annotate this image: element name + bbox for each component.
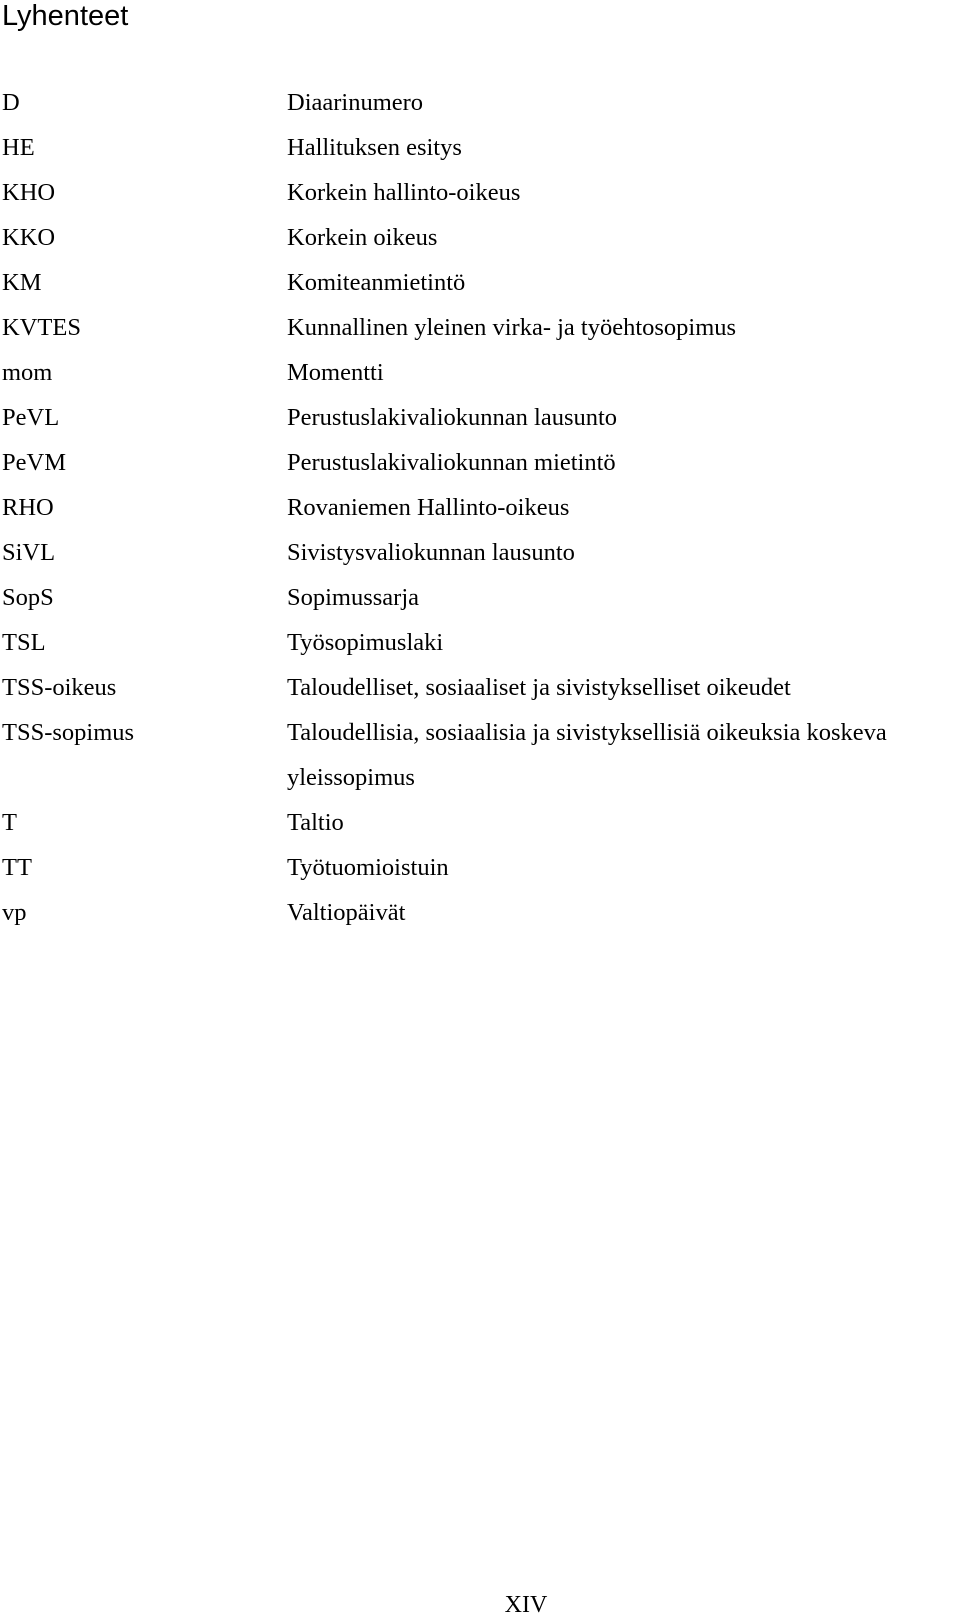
abbreviation-row bbox=[0, 80, 960, 125]
abbreviation: T bbox=[2, 809, 17, 836]
abbreviation: SiVL bbox=[2, 539, 56, 566]
abbreviation-meaning: Valtiopäivät bbox=[287, 899, 406, 926]
abbreviation-row bbox=[0, 800, 960, 845]
page-heading: Lyhenteet bbox=[2, 0, 129, 32]
page-number: XIV bbox=[504, 1592, 548, 1618]
abbreviation-row bbox=[0, 845, 960, 890]
abbreviation-meaning: Perustuslakivaliokunnan lausunto bbox=[287, 404, 618, 431]
abbreviation: PeVM bbox=[2, 449, 66, 476]
abbreviation-row bbox=[0, 125, 960, 170]
abbreviation-meaning: Momentti bbox=[287, 359, 384, 386]
abbreviation-meaning: Korkein oikeus bbox=[287, 224, 438, 251]
abbreviation-meaning: Sopimussarja bbox=[287, 584, 420, 611]
abbreviation-list bbox=[0, 80, 960, 935]
abbreviation: TSS-oikeus bbox=[2, 674, 117, 701]
abbreviation-meaning: Kunnallinen yleinen virka- ja työehtosopimus bbox=[287, 314, 737, 341]
abbreviation-meaning: Rovaniemen Hallinto-oikeus bbox=[287, 494, 570, 521]
abbreviation-row bbox=[0, 395, 960, 440]
abbreviation-row bbox=[0, 350, 960, 395]
abbreviation: D bbox=[2, 89, 20, 116]
abbreviation-row bbox=[0, 620, 960, 665]
abbreviation-meaning: Hallituksen esitys bbox=[287, 134, 462, 161]
abbreviation-row bbox=[0, 215, 960, 260]
abbreviation: PeVL bbox=[2, 404, 60, 431]
abbreviation-row bbox=[0, 170, 960, 215]
abbreviation: vp bbox=[2, 899, 27, 926]
abbreviation: mom bbox=[2, 359, 53, 386]
abbreviation-meaning: Taltio bbox=[287, 809, 344, 836]
abbreviation-row bbox=[0, 260, 960, 305]
abbreviation-row bbox=[0, 305, 960, 350]
abbreviation: KKO bbox=[2, 224, 56, 251]
abbreviation-row bbox=[0, 575, 960, 620]
abbreviation: RHO bbox=[2, 494, 54, 521]
abbreviation-meaning: Taloudellisia, sosiaalisia ja sivistyksellisiä oikeuksia koskeva yleissopimus bbox=[287, 719, 887, 791]
abbreviation: HE bbox=[2, 134, 35, 161]
abbreviation-meaning: Korkein hallinto-oikeus bbox=[287, 179, 521, 206]
abbreviation: KM bbox=[2, 269, 42, 296]
abbreviation-meaning: Perustuslakivaliokunnan mietintö bbox=[287, 449, 616, 476]
abbreviation-row bbox=[0, 485, 960, 530]
abbreviation-meaning: Komiteanmietintö bbox=[287, 269, 466, 296]
abbreviation-row bbox=[0, 665, 960, 710]
abbreviation-meaning: Taloudelliset, sosiaaliset ja sivistykselliset oikeudet bbox=[287, 674, 791, 701]
abbreviation-row bbox=[0, 710, 960, 800]
abbreviation: KVTES bbox=[2, 314, 81, 341]
abbreviation: KHO bbox=[2, 179, 56, 206]
abbreviation-meaning: Työtuomioistuin bbox=[287, 854, 449, 881]
abbreviation-row bbox=[0, 440, 960, 485]
abbreviation: TT bbox=[2, 854, 32, 881]
abbreviation-row bbox=[0, 890, 960, 935]
abbreviation-meaning: Diaarinumero bbox=[287, 89, 424, 116]
abbreviation-row bbox=[0, 530, 960, 575]
abbreviation: TSL bbox=[2, 629, 46, 656]
abbreviation-meaning: Sivistysvaliokunnan lausunto bbox=[287, 539, 575, 566]
abbreviation-meaning: Työsopimuslaki bbox=[287, 629, 444, 656]
abbreviation: SopS bbox=[2, 584, 54, 611]
abbreviation: TSS-sopimus bbox=[2, 719, 135, 746]
